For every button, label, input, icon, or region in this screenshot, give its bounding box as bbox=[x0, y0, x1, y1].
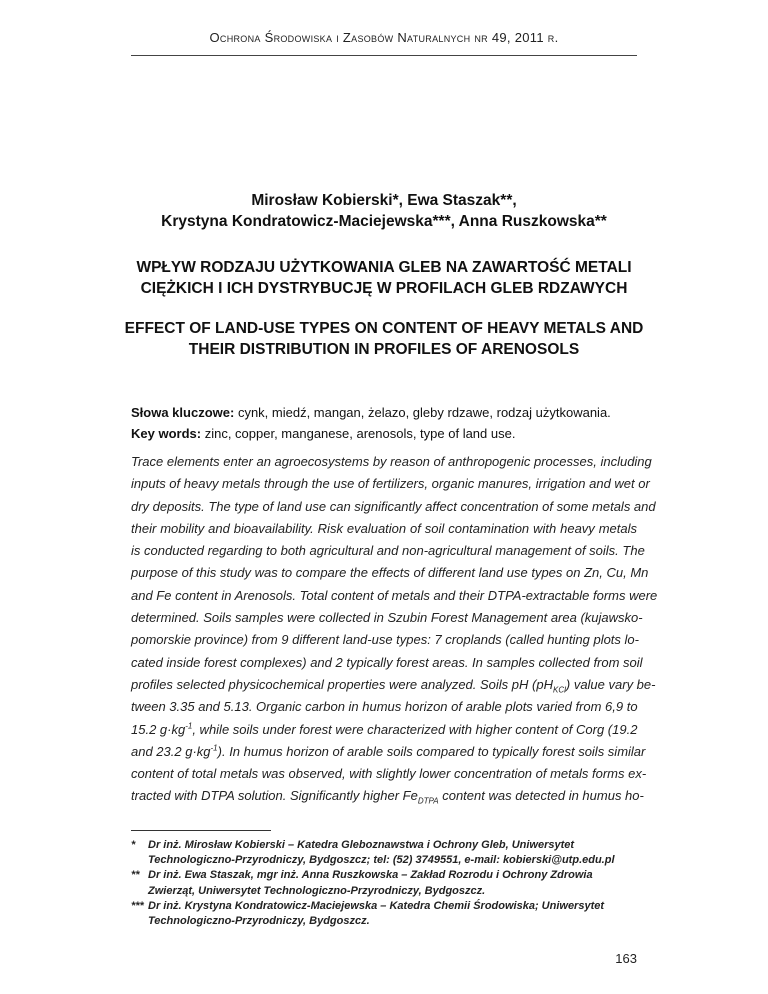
abstract-line bbox=[131, 785, 644, 807]
abstract-line: is conducted regarding to both agricultural and non-agricultural management of soils. The bbox=[131, 543, 645, 559]
footnote-line: Zwierząt, Uniwersytet Technologiczno-Przyrodniczy, Bydgoszcz. bbox=[148, 884, 486, 897]
abstract-text: content was detected in humus ho- bbox=[438, 788, 644, 804]
footnote-2 bbox=[131, 868, 671, 898]
author-list bbox=[60, 190, 708, 232]
abstract-text: tracted with DTPA solution. Significantly higher Fe bbox=[131, 788, 418, 804]
abstract-line: their mobility and bioavailability. Risk evaluation of soil contamination with heavy metals bbox=[131, 520, 637, 536]
keywords-english bbox=[131, 423, 651, 444]
footnote-line: Technologiczno-Przyrodniczy, Bydgoszcz. bbox=[148, 915, 370, 928]
footnote-line: Dr inż. Mirosław Kobierski – Katedra Gleboznawstwa i Ochrony Gleb, Uniwersytet bbox=[148, 839, 575, 851]
footnote-marker: ** bbox=[131, 869, 140, 882]
superscript: -1 bbox=[185, 721, 193, 731]
abstract-line: cated inside forest complexes) and 2 typically forest areas. In samples collected from soil bbox=[131, 654, 643, 670]
abstract-text: profiles selected physicochemical properties were analyzed. Soils pH (pH bbox=[131, 676, 553, 692]
abstract-line: Trace elements enter an agroecosystems by reason of anthropogenic processes, including bbox=[131, 454, 652, 469]
keywords-polish-label: Słowa kluczowe: bbox=[131, 405, 235, 420]
journal-name: Ochrona Środowiska i Zasobów Naturalnych bbox=[209, 30, 471, 45]
abstract-text: 15.2 g·kg bbox=[131, 721, 186, 737]
issue-label: nr 49, 2011 r. bbox=[474, 30, 559, 45]
abstract-line: pomorskie province) from 9 different land-use types: 7 croplands (called hunting plots lo- bbox=[131, 632, 639, 648]
superscript: -1 bbox=[210, 743, 218, 753]
footnote-3 bbox=[131, 899, 671, 929]
footnote-1 bbox=[131, 838, 671, 868]
keywords-english-label: Key words: bbox=[131, 426, 202, 441]
footnote-line: Dr inż. Krystyna Kondratowicz-Maciejewska – Katedra Chemii Środowiska; Uniwersytet bbox=[148, 899, 605, 912]
keywords-polish-text: cynk, miedź, mangan, żelazo, gleby rdzawe, rodzaj użytkowania. bbox=[237, 405, 611, 420]
abstract-line: and Fe content in Arenosols. Total content of metals and their DTPA-extractable forms were bbox=[131, 587, 658, 603]
footnotes bbox=[131, 838, 671, 929]
title-english-line-1: EFFECT OF LAND-USE TYPES ON CONTENT OF HEAVY METALS AND bbox=[124, 320, 644, 337]
footnote-line: Technologiczno-Przyrodniczy, Bydgoszcz; tel: (52) 3749551, e-mail: kobierski@utp.edu.pl bbox=[148, 854, 615, 867]
title-polish-line-1: WPŁYW RODZAJU UŻYTKOWANIA GLEB NA ZAWARTOŚĆ METALI bbox=[136, 259, 632, 276]
footnote-marker: *** bbox=[131, 899, 144, 912]
footnote-rule bbox=[131, 830, 271, 831]
keywords-polish bbox=[131, 402, 651, 423]
abstract-line: content of total metals was observed, with slightly lower concentration of metals forms ex- bbox=[131, 766, 647, 782]
abstract-line bbox=[131, 741, 646, 763]
abstract-line: inputs of heavy metals through the use of fertilizers, organic manures, irrigation and wet or bbox=[131, 476, 650, 492]
abstract bbox=[131, 451, 658, 808]
title-polish-line-2: CIĘŻKICH I ICH DYSTRYBUCJĘ W PROFILACH GLEB RDZAWYCH bbox=[140, 280, 628, 297]
footnote-line: Dr inż. Ewa Staszak, mgr inż. Anna Ruszkowska – Zakład Rozrodu i Ochrony Zdrowia bbox=[148, 869, 593, 882]
authors-line-2: Krystyna Kondratowicz-Maciejewska***, Anna Ruszkowska** bbox=[161, 213, 607, 230]
abstract-text: ) value vary be- bbox=[565, 676, 656, 692]
running-header bbox=[131, 30, 637, 45]
abstract-text: and 23.2 g·kg bbox=[131, 743, 211, 759]
abstract-line bbox=[131, 674, 656, 696]
abstract-line: tween 3.35 and 5.13. Organic carbon in humus horizon of arable plots varied from 6,9 to bbox=[131, 699, 638, 715]
header-rule bbox=[131, 55, 637, 56]
keywords-block bbox=[131, 402, 651, 444]
abstract-text: ). In humus horizon of arable soils compared to typically forest soils similar bbox=[217, 743, 646, 759]
keywords-english-text: zinc, copper, manganese, arenosols, type of land use. bbox=[204, 426, 516, 441]
footnote-marker: * bbox=[131, 839, 136, 851]
title-english-line-2: THEIR DISTRIBUTION IN PROFILES OF ARENOSOLS bbox=[188, 341, 580, 358]
title-english bbox=[60, 318, 708, 360]
abstract-text: , while soils under forest were characterized with higher content of Corg (19.2 bbox=[192, 721, 638, 737]
title-polish bbox=[60, 257, 708, 299]
abstract-line: dry deposits. The type of land use can significantly affect concentration of some metals and bbox=[131, 498, 656, 514]
abstract-line bbox=[131, 719, 637, 741]
subscript: DTPA bbox=[417, 797, 439, 807]
subscript: KCl bbox=[552, 685, 566, 695]
abstract-line: purpose of this study was to compare the effects of different land use types on Zn, Cu, Mn bbox=[131, 565, 649, 581]
page-number: 163 bbox=[615, 951, 637, 966]
authors-line-1: Mirosław Kobierski*, Ewa Staszak**, bbox=[251, 192, 517, 209]
abstract-line: determined. Soils samples were collected in Szubin Forest Management area (kujawsko- bbox=[131, 610, 643, 626]
